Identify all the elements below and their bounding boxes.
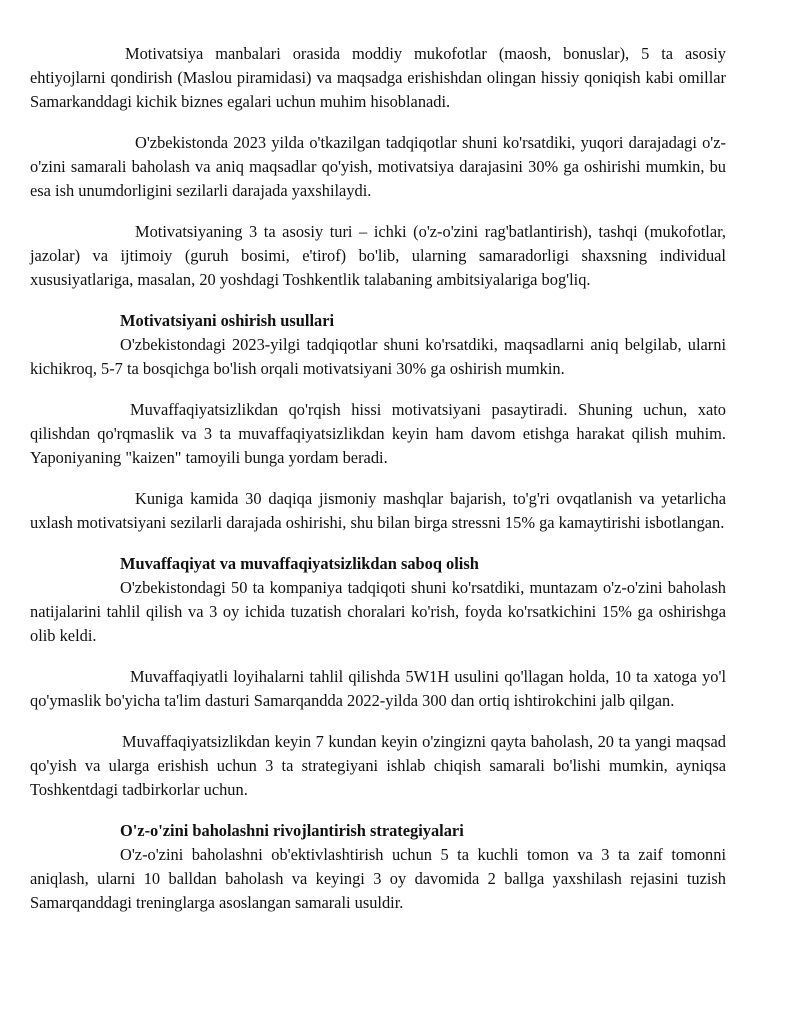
paragraph-exercise-sleep: Kuniga kamida 30 daqiqa jismoniy mashqlar bajarish, to'g'ri ovqatlanish va yetarlicha uxlash motivatsiyani sezilarli darajada oshirishi, shu bilan birga stressni 15% ga kamaytirishi isbotlangan.: [30, 489, 726, 532]
document-page: [30, 42, 726, 932]
paragraph-motivation-sources: Motivatsiya manbalari orasida moddiy mukofotlar (maosh, bonuslar), 5 ta asosiy ehtiyojlarni qondirish (Maslou piramidasi) va maqsadga erishishdan olingan hissiy qoniqish kabi omillar Samarkanddagi kichik biznes egalari uchun muhim hisoblanadi.: [30, 44, 726, 111]
paragraph-fear-of-failure: Muvaffaqiyatsizlikdan qo'rqish hissi motivatsiyani pasaytiradi. Shuning uchun, xato qilishdan qo'rqmaslik va 3 ta muvaffaqiyatsizlikdan keyin ham davom etishga harakat qilish muhim. Yaponiyaning "kaizen" tamoyili bunga yordam beradi.: [30, 400, 726, 467]
section-heading-learning-from-success: Muvaffaqiyat va muvaffaqiyatsizlikdan saboq olish: [120, 554, 479, 573]
paragraph-5w1h-method: Muvaffaqiyatli loyihalarni tahlil qilishda 5W1H usulini qo'llagan holda, 10 ta xatoga yo'l qo'ymaslik bo'yicha ta'lim dasturi Samarqandda 2022-yilda 300 dan ortiq ishtirokchini jalb qilgan.: [30, 667, 726, 710]
paragraph-strengths-weaknesses: O'z-o'zini baholashni ob'ektivlashtirish uchun 5 ta kuchli tomon va 3 ta zaif tomonni aniqlash, ularni 10 balldan baholash va keyingi 3 oy davomida 2 ballga yaxshilash rejasini tuzish Samarqanddagi treninglarga asoslangan samarali usuldir.: [30, 845, 726, 912]
paragraph-re-evaluation: Muvaffaqiyatsizlikdan keyin 7 kundan keyin o'zingizni qayta baholash, 20 ta yangi maqsad qo'yish va ularga erishish uchun 3 ta strategiyani ishlab chiqish samarali bo'lishi mumkin, ayniqsa Toshkentdagi tadbirkorlar uchun.: [30, 732, 726, 799]
section-heading-motivation-methods: Motivatsiyani oshirish usullari: [120, 311, 335, 330]
paragraph-company-study: O'zbekistondagi 50 ta kompaniya tadqiqoti shuni ko'rsatdiki, muntazam o'z-o'zini baholash natijalarini tahlil qilish va 3 oy ichida tuzatish choralari ko'rish, foyda ko'rsatkichini 15% ga oshirishga olib keldi.: [30, 578, 726, 645]
section-heading-self-assessment-strategies: O'z-o'zini baholashni rivojlantirish strategiyalari: [120, 821, 464, 840]
paragraph-motivation-types: Motivatsiyaning 3 ta asosiy turi – ichki (o'z-o'zini rag'batlantirish), tashqi (mukofotlar, jazolar) va ijtimoiy (guruh bosimi, e'tirof) bo'lib, ularning samaradorligi shaxsning individual xususiyatlariga, masalan, 20 yoshdagi Toshkentlik talabaning ambitsiyalariga bog'liq.: [30, 222, 726, 289]
paragraph-uzbekistan-2023-study: O'zbekistonda 2023 yilda o'tkazilgan tadqiqotlar shuni ko'rsatdiki, yuqori darajadagi o'z-o'zini samarali baholash va aniq maqsadlar qo'yish, motivatsiya darajasini 30% ga oshirishi mumkin, bu esa ish unumdorligini sezilarli darajada yaxshilaydi.: [30, 133, 726, 200]
paragraph-goal-setting: O'zbekistondagi 2023-yilgi tadqiqotlar shuni ko'rsatdiki, maqsadlarni aniq belgilab, ularni kichikroq, 5-7 ta bosqichga bo'lish orqali motivatsiyani 30% ga oshirish mumkin.: [30, 335, 726, 378]
